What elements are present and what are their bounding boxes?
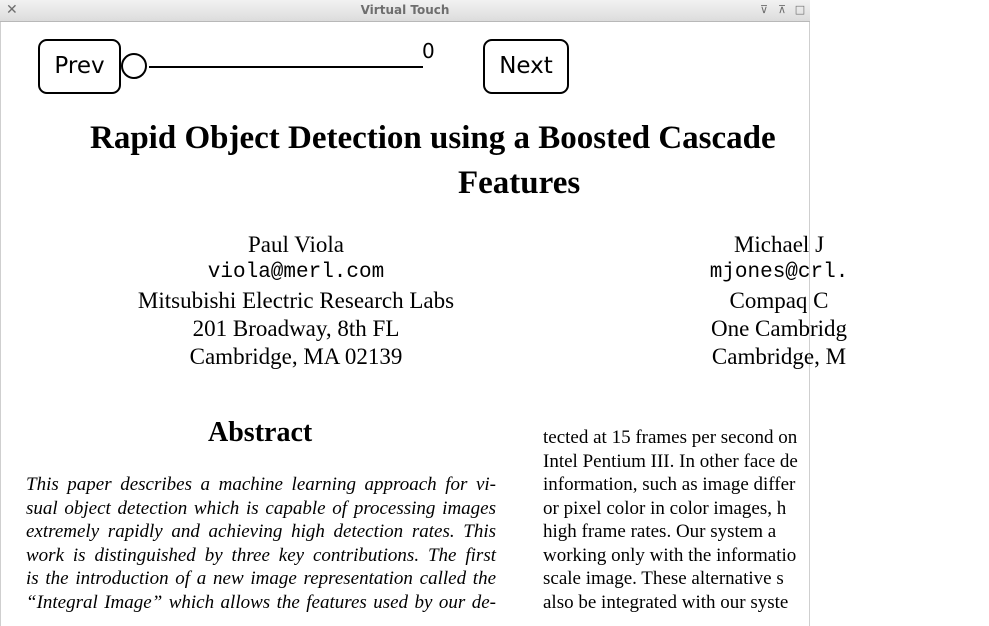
body-line: information, such as image differ <box>543 474 796 495</box>
maximize-icon[interactable]: □ <box>794 3 806 16</box>
slider-track[interactable] <box>149 66 423 68</box>
abstract-line: is the introduction of a new image representation called the <box>26 568 496 589</box>
abstract-line: This paper describes a machine learning approach for vi- <box>26 474 496 495</box>
unshade-icon[interactable]: ⊼ <box>777 3 787 16</box>
next-button[interactable]: Next <box>483 39 569 94</box>
window-titlebar[interactable] <box>0 0 810 22</box>
body-line: tected at 15 frames per second on <box>543 427 798 448</box>
page-slider[interactable] <box>121 52 431 82</box>
author-block-1 <box>86 231 506 371</box>
slider-knob[interactable] <box>121 53 147 79</box>
author-name: Michael J <box>733 232 825 257</box>
author-address-line2: Cambridge, M <box>711 344 847 369</box>
shade-icon[interactable]: ⊽ <box>759 3 769 16</box>
author-name: Paul Viola <box>248 232 344 257</box>
author-address-line1: 201 Broadway, 8th FL <box>192 316 400 341</box>
abstract-line: sual object detection which is capable of processing images <box>26 497 496 519</box>
abstract-line: “Integral Image” which allows the features used by our de- <box>26 591 496 613</box>
abstract-text <box>26 473 496 614</box>
author-address-line2: Cambridge, MA 02139 <box>189 344 403 369</box>
abstract-line: extremely rapidly and achieving high detection rates. This <box>26 521 496 542</box>
body-line: or pixel color in color images, h <box>543 497 787 519</box>
document-page <box>0 22 849 626</box>
body-line: also be integrated with our syste <box>543 591 789 613</box>
abstract-heading: Abstract <box>208 417 313 448</box>
author-address-line1: One Cambridg <box>710 316 848 341</box>
abstract-line: work is distinguished by three key contributions. The first <box>26 544 496 566</box>
window-controls <box>758 3 806 17</box>
body-line: scale image. These alternative s <box>543 568 784 589</box>
paper-title-line1: Rapid Object Detection using a Boosted Cascade <box>90 120 776 156</box>
body-line: high frame rates. Our system a <box>543 521 777 542</box>
author-email: viola@merl.com <box>207 261 385 284</box>
author-block-2 <box>569 231 989 371</box>
body-line: Intel Pentium III. In other face de <box>543 450 798 472</box>
slider-value: 0 <box>422 39 435 63</box>
close-icon[interactable]: ✕ <box>6 2 18 18</box>
author-affiliation: Compaq C <box>729 288 829 313</box>
author-email: mjones@crl. <box>709 261 849 284</box>
body-line: working only with the informatio <box>543 544 797 566</box>
author-affiliation: Mitsubishi Electric Research Labs <box>137 288 455 313</box>
right-column-text <box>543 426 798 614</box>
window-title: Virtual Touch <box>360 3 450 17</box>
paper-title-line2: Features <box>458 165 581 201</box>
prev-button[interactable]: Prev <box>38 39 121 94</box>
